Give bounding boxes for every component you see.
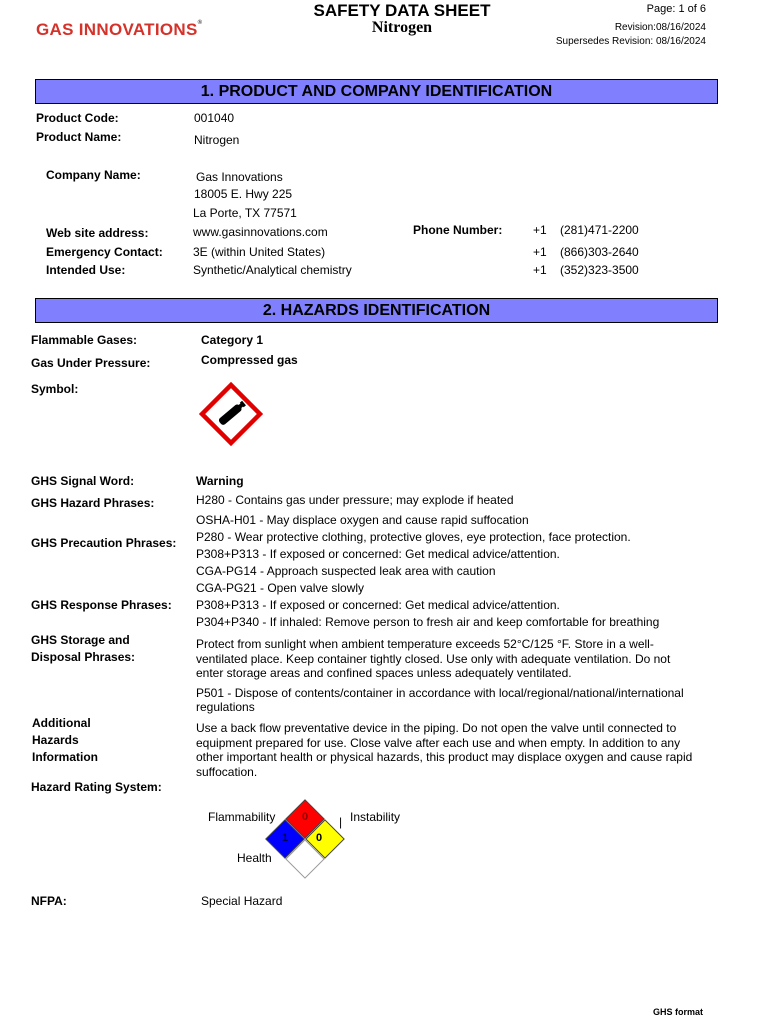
storage-disposal-label-line1: GHS Storage and xyxy=(31,633,130,647)
product-name-label: Product Name: xyxy=(36,130,122,144)
website-link[interactable]: www.gasinnovations.com xyxy=(193,225,328,239)
section-2-header: 2. HAZARDS IDENTIFICATION xyxy=(35,298,718,323)
additional-hazards-text: other important health or physical hazards, this product may displace oxygen and cause rapid xyxy=(196,750,693,764)
intended-use-label: Intended Use: xyxy=(46,263,126,277)
nfpa-special-hazard: Special Hazard xyxy=(201,894,283,908)
nfpa-health-label: Health xyxy=(237,851,272,865)
phone-country-code: +1 xyxy=(533,223,547,237)
section-1-header: 1. PRODUCT AND COMPANY IDENTIFICATION xyxy=(35,79,718,104)
precaution-phrases-label: GHS Precaution Phrases: xyxy=(31,536,177,550)
address-line-2: La Porte, TX 77571 xyxy=(193,206,297,220)
supersedes-date: Supersedes Revision: 08/16/2024 xyxy=(555,36,706,47)
precaution-phrase: P308+P313 - If exposed or concerned: Get medical advice/attention. xyxy=(196,547,560,561)
intended-use-phone: (352)323-3500 xyxy=(560,263,639,277)
nfpa-flammability-label: Flammability xyxy=(208,810,276,824)
website-label: Web site address: xyxy=(46,226,149,240)
disposal-text: P501 - Dispose of contents/container in accordance with local/regional/national/international xyxy=(196,686,684,700)
precaution-phrase: P280 - Wear protective clothing, protective gloves, eye protection, face protection. xyxy=(196,530,631,544)
gas-cylinder-icon xyxy=(199,382,263,446)
company-name-label: Company Name: xyxy=(46,168,141,182)
page-number: Page: 1 of 6 xyxy=(646,3,706,15)
additional-hazards-label-line3: Information xyxy=(32,750,98,764)
flammable-gases-value: Category 1 xyxy=(201,333,264,347)
signal-word-value: Warning xyxy=(196,474,244,488)
nfpa-instability-label: Instability xyxy=(350,810,401,824)
emergency-contact-label: Emergency Contact: xyxy=(46,245,163,259)
address-line-1: 18005 E. Hwy 225 xyxy=(194,187,293,201)
storage-text: ventilated place. Keep container tightly closed. Use only with adequate ventilation. Do not xyxy=(196,652,671,666)
footer-format: GHS format xyxy=(653,1007,704,1017)
emergency-contact-value: 3E (within United States) xyxy=(193,245,326,259)
hazard-phrase: OSHA-H01 - May displace oxygen and cause rapid suffocation xyxy=(196,513,529,527)
intended-use-country-code: +1 xyxy=(533,263,547,277)
emergency-phone: (866)303-2640 xyxy=(560,245,639,259)
gas-under-pressure-value: Compressed gas xyxy=(201,353,298,367)
flammable-gases-label: Flammable Gases: xyxy=(31,333,138,347)
storage-text: Protect from sunlight when ambient temperature exceeds 52°C/125 °F. Store in a well- xyxy=(196,637,654,651)
additional-hazards-text: equipment prepared for use. Close valve after each use and when empty. In addition to any xyxy=(196,736,681,750)
nfpa-instability-mark: | xyxy=(339,815,343,829)
product-code-value: 001040 xyxy=(194,111,235,125)
nfpa-flammability-rating: 0 xyxy=(301,811,309,823)
signal-word-label: GHS Signal Word: xyxy=(31,474,135,488)
intended-use-value: Synthetic/Analytical chemistry xyxy=(193,263,352,277)
hazard-rating-label: Hazard Rating System: xyxy=(31,780,162,794)
phone-value: (281)471-2200 xyxy=(560,223,639,237)
product-name-value: Nitrogen xyxy=(194,133,240,147)
registered-mark: ® xyxy=(197,20,203,26)
precaution-phrase: CGA-PG14 - Approach suspected leak area with caution xyxy=(196,564,496,578)
document-subtitle: Nitrogen xyxy=(371,19,433,36)
nfpa-health-rating: 1 xyxy=(281,832,289,844)
nfpa-label: NFPA: xyxy=(31,894,67,908)
storage-disposal-label-line2: Disposal Phrases: xyxy=(31,650,136,664)
symbol-label: Symbol: xyxy=(31,382,79,396)
response-phrase: P308+P313 - If exposed or concerned: Get medical advice/attention. xyxy=(196,598,560,612)
phone-label: Phone Number: xyxy=(413,223,503,237)
gas-under-pressure-label: Gas Under Pressure: xyxy=(31,356,151,370)
logo-text: GAS INNOVATIONS xyxy=(36,20,198,39)
nfpa-instability-rating: 0 xyxy=(315,832,323,844)
disposal-text: regulations xyxy=(196,700,255,714)
precaution-phrase: CGA-PG21 - Open valve slowly xyxy=(196,581,365,595)
storage-text: enter storage areas and confined spaces unless adequately ventilated. xyxy=(196,666,572,680)
response-phrases-label: GHS Response Phrases: xyxy=(31,598,172,612)
product-code-label: Product Code: xyxy=(36,111,119,125)
emergency-country-code: +1 xyxy=(533,245,547,259)
additional-hazards-label-line2: Hazards xyxy=(32,733,79,747)
additional-hazards-text: Use a back flow preventative device in the piping. Do not open the valve until connected to xyxy=(196,721,677,735)
response-phrase: P304+P340 - If inhaled: Remove person to fresh air and keep comfortable for breathing xyxy=(196,615,660,629)
additional-hazards-text: suffocation. xyxy=(196,765,258,779)
hazard-phrases-label: GHS Hazard Phrases: xyxy=(31,496,155,510)
company-name-value: Gas Innovations xyxy=(196,170,283,184)
hazard-phrase: H280 - Contains gas under pressure; may explode if heated xyxy=(196,493,514,507)
document-title: SAFETY DATA SHEET xyxy=(313,1,491,20)
revision-date: Revision:08/16/2024 xyxy=(614,22,706,33)
nfpa-diamond xyxy=(262,796,362,896)
additional-hazards-label-line1: Additional xyxy=(32,716,91,730)
